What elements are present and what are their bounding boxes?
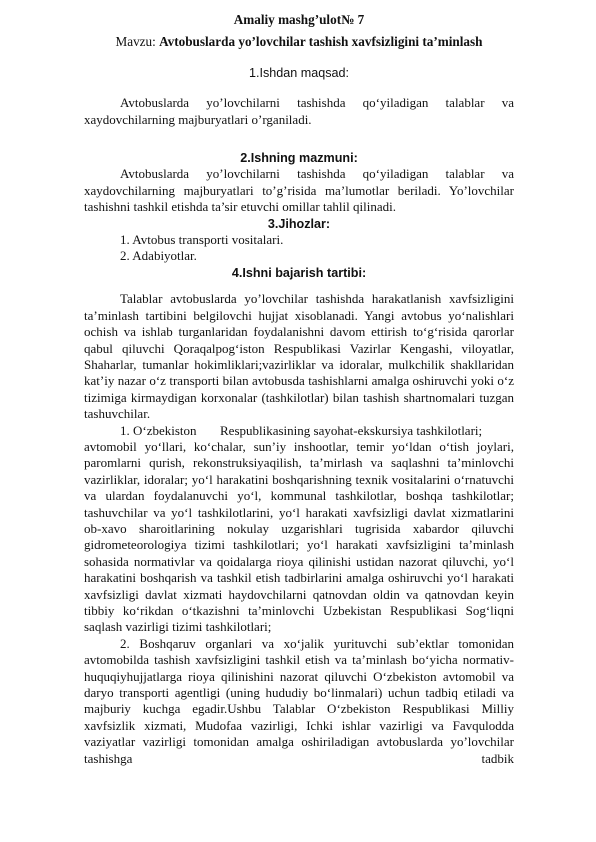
- procedure-item-1-text: avtomobil yo‘llari, ko‘chalar, sun’iy inshootlar, temir yo‘ldan o‘tish joylari, paromlarni qurish, rekonstruksiyaqilish, ta’mirlash va saqlashni ta’minlovchi vazirliklar, idoralar; yo‘l harakatini boshqarishning texnik vositalarini o‘rnatuvchi va ulardan foydalanuvchi yo‘l, kommunal tashkilotlar, boshqa tashkilotlar; tashuvchilar va yo‘l tashkilotlarini, yo‘l harakati xavfsizligi davlat xizmatlarini ob-xavo sharoitlarining nokulay uzgarishlari tugrisida xabardor qiluvchi gidrometeorologiya tizimi tashkilotlari; yo‘l harakati xavfsizligini ta’minlash sohasida normativlar va qoidalarga rioya qilinishi ustidan nazorat qiluvchi, yo‘l harakatini boshqarish va tashkil etish tadbirlarini amalga oshiruvchi yo‘l harakati xavfsizligi davlat xizmati haydovchilarni qatnovdan oldin va qatnovdan keyin tibbiy ko‘rikdan o‘tkazishni ta’minlovchi Uzbekistan Respublikasi Sog‘liqni saqlash vazirligi tizimi tashkilotlari;: [84, 438, 514, 635]
- procedure-item-1-number: 1. O‘zbekiston: [120, 422, 197, 438]
- section2-text: Avtobuslarda yo’lovchilarni tashishda qo‘yiladigan talablar va xaydovchilarning majburyatlari to’g’risida ma’lumotlar beriladi. Yo’lovchilar tashishni tashkil etishda ta’sir etuvchi omillar tahlil qilinadi.: [84, 166, 514, 215]
- topic-prefix: Mavzu:: [115, 34, 160, 50]
- procedure-item-2-text: 2. Boshqaruv organlari va xo‘jalik yurituvchi sub’ektlar tomonidan avtomobilda tashish xavfsizligini tashkil etish va ta’minlash bo‘yicha normativ-huquqiyhujjatlarga rioya qilinishini nazorat qiluvchi O‘zbekiston avtomobil va daryo transporti agentligi (uning hududiy bo‘linmalari) uchun tadbiq etiladi va majburiy kuchga egadir.Ushbu Talablar O‘zbekiston Respublikasi Milliy xavfsizlik xizmati, Mudofaa vazirligi, Ichki ishlar vazirligi va Favqulodda vaziyatlar vazirligi tomonidan amalga oshiriladigan avtobuslarda yo’lovchilar tashishga tadbik: [84, 635, 514, 766]
- section1-heading: 1.Ishdan maqsad:: [248, 65, 350, 80]
- page-title: Amaliy mashg’ulot№ 7: [233, 12, 365, 27]
- section2-heading: 2.Ishning mazmuni:: [240, 151, 358, 166]
- topic-line: [84, 34, 514, 50]
- procedure-item-1-head: [84, 423, 514, 439]
- section4-intro: Talablar avtobuslarda yo’lovchilar tashishda harakatlanish xavfsizligini ta’minlash tartibini belgilovchi hujjat xisoblanadi. Yangi avtobus yo‘nalishlari ochish va ishlab turganlaridan foydalanishni davom ettirish to‘g‘risida qarorlar qabul qiluvchi Qoraqalpog‘iston Respublikasi Vazirlar Kengashi, viloyatlar, Shaharlar, tumanlar hokimliklari;vazirliklar va idoralar, mulkchilik shakllaridan kat’iy nazar o‘z transporti bilan avtobusda tashishlarni amalga oshiruvchi yoki o‘z tizimiga kirmaydigan korxonalar (tashkilotlar) bilan tashish shartnomalari tuzgan tashuvchilar.: [84, 291, 514, 422]
- equipment-item-2: 2. Adabiyotlar.: [120, 248, 197, 264]
- procedure-item-1-title: Respublikasining sayohat-ekskursiya tashkilotlari;: [220, 422, 483, 438]
- topic-text: Avtobuslarda yo’lovchilar tashish xavfsizligini ta’minlash: [159, 34, 483, 50]
- section4-heading: 4.Ishni bajarish tartibi:: [231, 265, 367, 280]
- section1-text: Avtobuslarda yo’lovchilarni tashishda qo‘yiladigan talablar va xaydovchilarning majburyatlari o’rganiladi.: [84, 95, 514, 127]
- section3-heading: 3.Jihozlar:: [267, 216, 331, 231]
- equipment-item-1: 1. Avtobus transporti vositalari.: [120, 232, 284, 248]
